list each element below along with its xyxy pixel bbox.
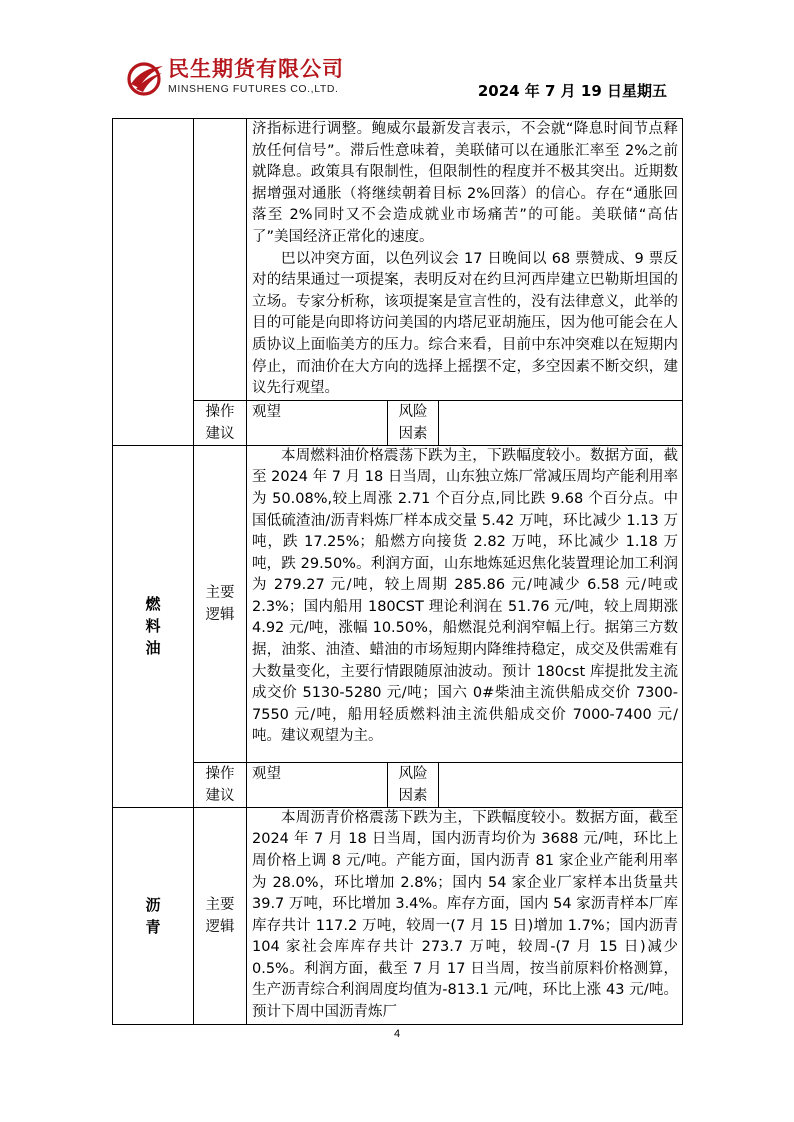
crude-op-table bbox=[247, 401, 682, 445]
op-label-line: 建议 bbox=[205, 787, 235, 804]
fuel-logic-row bbox=[113, 445, 683, 762]
fuel-logic-label bbox=[194, 445, 247, 762]
asphalt-logic-row bbox=[113, 807, 683, 1024]
crude-product-cell bbox=[113, 119, 194, 446]
fuel-logic-content bbox=[247, 445, 683, 762]
fuel-op-table bbox=[247, 763, 682, 807]
product-char: 油 bbox=[145, 639, 161, 658]
crude-risk-value bbox=[439, 401, 683, 445]
risk-label-line: 因素 bbox=[398, 787, 428, 804]
crude-operation-row bbox=[113, 400, 683, 445]
product-char: 料 bbox=[145, 617, 161, 636]
logic-label-line: 主要 bbox=[205, 896, 235, 913]
company-name-en: MINSHENG FUTURES CO.,LTD. bbox=[168, 83, 339, 95]
crude-paragraph: 巴以冲突方面，以色列议会 17 日晚间以 68 票赞成、9 票反对的结果通过一项提案，表明反对在约旦河西岸建立巴勒斯坦国的立场。专家分析称，该项提案是宣言性的，没有法律意义，此举的目的可能是向即将访问美国的内塔尼亚胡施压，因为他可能会在人质协议上面临美方的压力。综合来看，目前中东冲突难以在短期内停止，而油价在大方向的选择上摇摆不定，多空因素不断交织，建议先行观望。 bbox=[252, 250, 678, 397]
crude-logic-row bbox=[113, 119, 683, 401]
minsheng-logo-icon bbox=[127, 57, 165, 99]
crude-risk-label bbox=[388, 401, 439, 445]
crude-op-cell bbox=[247, 400, 683, 445]
product-char: 青 bbox=[145, 917, 161, 936]
logic-label-line: 逻辑 bbox=[205, 606, 235, 623]
risk-label-line: 风险 bbox=[398, 765, 428, 782]
crude-op-label bbox=[194, 400, 247, 445]
page-number: 4 bbox=[393, 1028, 401, 1040]
fuel-risk-label bbox=[388, 763, 439, 807]
op-label-line: 操作 bbox=[205, 403, 235, 420]
product-char: 燃 bbox=[145, 595, 161, 614]
crude-paragraph: 济指标进行调整。鲍威尔最新发言表示，不会就“降息时间节点释放任何信号”。滞后性意味着，美联储可以在通胀汇率至 2%之前就降息。政策具有限制性，但限制性的程度并不极其突出。近期数据增强对通胀（将继续朝着目标 2%回落）的信心。存在“通胀回落至 2%同时又不会造成就业市场痛苦”的可能。美联储“高估了”美国经济正常化的速度。 bbox=[252, 121, 678, 245]
asphalt-logic-content bbox=[247, 807, 683, 1024]
asphalt-logic-label bbox=[194, 807, 247, 1024]
asphalt-product-name bbox=[113, 894, 193, 938]
company-name-cn: 民生期货有限公司 bbox=[168, 57, 344, 81]
fuel-operation-row bbox=[113, 762, 683, 807]
crude-op-value: 观望 bbox=[247, 401, 388, 445]
fuel-op-cell bbox=[247, 762, 683, 807]
fuel-paragraph: 本周燃料油价格震荡下跌为主，下跌幅度较小。数据方面，截至 2024 年 7 月 18 日当周，山东独立炼厂常减压周均产能利用率为 50.08%,较上周涨 2.71 个百分点,同比跌 9.68 个百分点。中国低硫渣油/沥青料炼厂样本成交量 5.42 万吨，环比减少 1.13 万吨，跌 17.25%；船燃方向接货 2.82 万吨，环比减少 1.18 万吨，跌 29.50%。利润方面，山东地炼延迟焦化装置理论加工利润为 279.27 元/吨，较上周期 285.86 元/吨减少 6.58 元/吨或 2.3%；国内船用 180CST 理论利润在 51.76 元/吨，较上周期涨 4.92 元/吨，涨幅 10.50%，船燃混兑利润窄幅上行。据第三方数据，油浆、油渣、蜡油的市场短期内降维持稳定，成交及供需难有大数量变化，主要行情跟随原油波动。预计 180cst 库提批发主流成交价 5130-5280 元/吨；国六 0#柴油主流供船成交价 7300-7550 元/吨，船用轻质燃料油主流供船成交价 7000-7400 元/吨。建议观望为主。 bbox=[252, 447, 678, 745]
crude-logic-content bbox=[247, 119, 683, 401]
fuel-op-value: 观望 bbox=[247, 763, 388, 807]
crude-logic-label-cell bbox=[194, 119, 247, 401]
fuel-product-name bbox=[113, 593, 193, 659]
report-table bbox=[112, 118, 683, 1025]
op-label-line: 操作 bbox=[205, 765, 235, 782]
fuel-product-cell bbox=[113, 445, 194, 807]
product-char: 沥 bbox=[145, 895, 161, 914]
company-logo bbox=[127, 56, 367, 100]
risk-label-line: 风险 bbox=[398, 403, 428, 420]
op-label-line: 建议 bbox=[205, 425, 235, 442]
report-date: 2024 年 7 月 19 日星期五 bbox=[477, 82, 667, 100]
fuel-risk-value bbox=[439, 763, 683, 807]
risk-label-line: 因素 bbox=[398, 425, 428, 442]
logic-label-line: 主要 bbox=[205, 584, 235, 601]
fuel-op-label bbox=[194, 762, 247, 807]
page-header bbox=[0, 0, 794, 120]
asphalt-paragraph: 本周沥青价格震荡下跌为主，下跌幅度较小。数据方面，截至 2024 年 7 月 18 日当周，国内沥青均价为 3688 元/吨，环比上周价格上调 8 元/吨。产能方面，国内沥青 81 家企业产能利用率为 28.0%，环比增加 2.8%；国内 54 家企业厂家样本出货量共 39.7 万吨，环比增加 3.4%。库存方面，国内 54 家沥青样本厂库库存共计 117.2 万吨，较周一(7 月 15 日)增加 1.7%；国内沥青 104 家社会库库存共计 273.7 万吨，较周-(7 月 15 日)减少 0.5%。利润方面，截至 7 月 17 日当周，按当前原料价格测算，生产沥青综合利润周度均值为-813.1 元/吨，环比上涨 43 元/吨。预计下周中国沥青炼厂 bbox=[252, 809, 678, 1021]
asphalt-product-cell bbox=[113, 807, 194, 1024]
logic-label-line: 逻辑 bbox=[205, 918, 235, 935]
